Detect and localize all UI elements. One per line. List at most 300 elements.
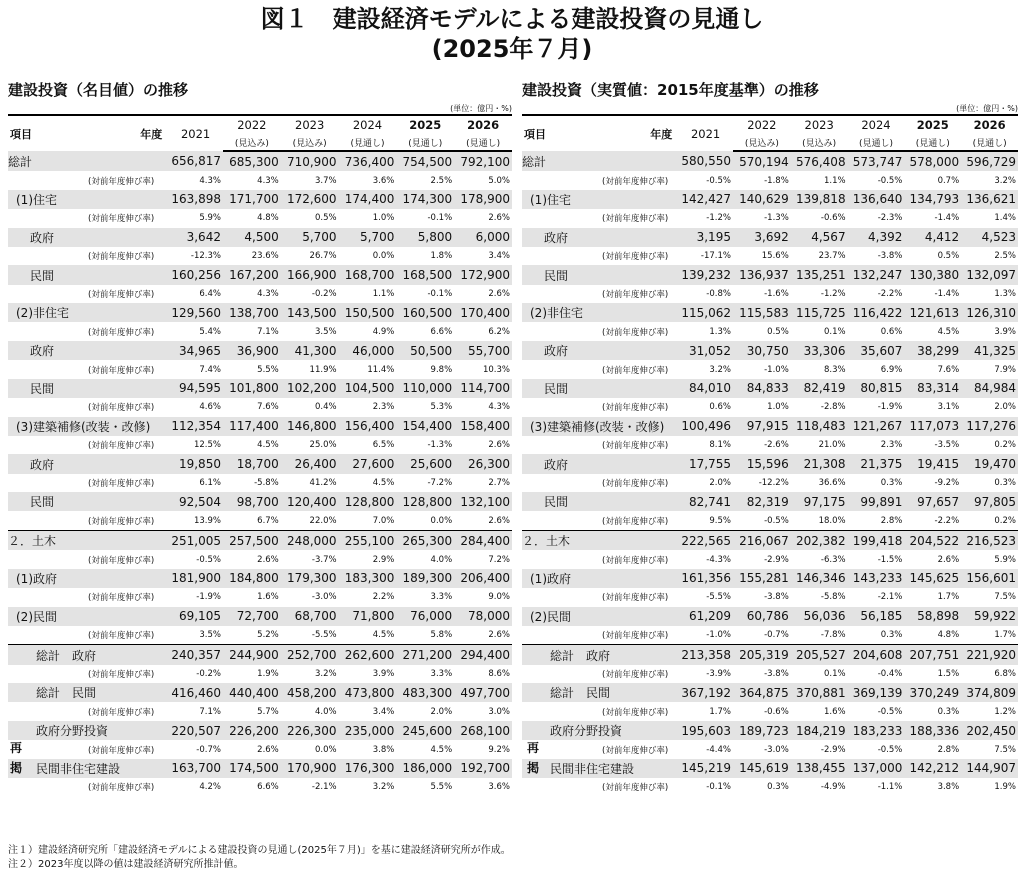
value-cell: 140,629 [733, 190, 791, 209]
rate-cell: 3.1% [937, 402, 960, 413]
value-cell: 41,300 [281, 341, 339, 360]
rate-label: (対前年度伸び率) [602, 745, 669, 756]
rate-row [522, 285, 1018, 304]
rate-row [8, 702, 512, 721]
rate-cell: -3.0% [764, 744, 789, 755]
value-cell: 578,000 [904, 151, 961, 171]
row-label: 総計 政府 [8, 645, 168, 665]
row-label: 総計 政府 [522, 645, 678, 665]
header-sub: (見込み) [791, 134, 848, 151]
rate-row [8, 436, 512, 455]
value-cell: 104,500 [339, 379, 397, 398]
value-cell: 139,232 [678, 265, 733, 284]
value-cell: 50,500 [396, 341, 454, 360]
value-cell: 136,621 [961, 190, 1018, 209]
rate-cell: 4.6% [199, 402, 221, 413]
value-cell: 60,786 [733, 607, 791, 626]
value-cell: 84,010 [678, 379, 733, 398]
rate-cell: 6.5% [372, 440, 395, 451]
rate-cell: 9.0% [488, 592, 510, 603]
row-label: 政府 [522, 228, 678, 247]
header-year: 2021 [678, 115, 733, 151]
rate-row [8, 209, 512, 228]
value-cell: 252,700 [281, 645, 339, 665]
value-cell: 248,000 [281, 530, 339, 550]
value-cell: 143,233 [848, 569, 905, 588]
rate-row [8, 285, 512, 304]
rate-cell: 4.9% [372, 326, 395, 337]
rate-label: (対前年度伸び率) [602, 593, 669, 604]
rate-row [522, 626, 1018, 645]
value-cell: 186,000 [396, 759, 454, 778]
table-row [522, 530, 1018, 550]
row-label: 民間 [522, 265, 678, 284]
row-label: 政府 [522, 341, 678, 360]
row-label: ２．土木 [522, 530, 678, 550]
value-cell: 138,455 [791, 759, 848, 778]
value-cell: 121,267 [848, 417, 905, 436]
rate-cell: -1.9% [196, 592, 221, 603]
rate-cell: -12.2% [758, 477, 789, 488]
footnote-2: 注２）2023年度以降の値は建設経済研究所推計値。 [8, 859, 244, 870]
rate-cell: 23.7% [818, 251, 846, 262]
table-row [8, 303, 512, 322]
rate-cell: 1.7% [937, 592, 960, 603]
value-cell: 656,817 [168, 151, 223, 171]
value-cell: 226,200 [223, 721, 281, 740]
value-cell: 68,700 [281, 607, 339, 626]
value-cell: 5,700 [339, 228, 397, 247]
rate-row [8, 171, 512, 190]
table-row [8, 607, 512, 626]
row-label: 民間 [8, 379, 168, 398]
rate-cell: -1.2% [706, 213, 731, 224]
rate-cell: -0.6% [820, 213, 846, 224]
rate-cell: 1.3% [994, 288, 1016, 299]
rate-cell: 0.3% [994, 477, 1016, 488]
unit-label: (単位：億円・%) [956, 104, 1018, 113]
rate-label: (対前年度伸び率) [602, 669, 669, 680]
rate-cell: -0.5% [877, 744, 903, 755]
value-cell: 189,723 [733, 721, 791, 740]
value-cell: 56,036 [791, 607, 848, 626]
value-cell: 184,219 [791, 721, 848, 740]
value-cell: 97,915 [733, 417, 791, 436]
value-cell: 146,346 [791, 569, 848, 588]
rate-cell: 22.0% [309, 515, 337, 526]
value-cell: 126,310 [961, 303, 1018, 322]
rate-cell: 0.5% [937, 251, 960, 262]
rate-label: (対前年度伸び率) [88, 631, 155, 642]
rate-cell: -2.9% [820, 744, 846, 755]
rate-cell: 10.3% [482, 364, 510, 375]
table-row [522, 265, 1018, 284]
saikei-label-left-1: 再 [10, 741, 23, 755]
rate-cell: 3.5% [314, 326, 337, 337]
rate-label: (対前年度伸び率) [602, 403, 669, 414]
value-cell: 58,898 [904, 607, 961, 626]
rate-cell: 3.2% [709, 364, 731, 375]
rate-label: (対前年度伸び率) [88, 707, 155, 718]
rate-cell: 4.5% [372, 630, 395, 641]
rate-cell: 8.6% [488, 668, 510, 679]
rate-cell: -0.1% [427, 213, 453, 224]
rate-row [522, 740, 1018, 759]
value-cell: 156,601 [961, 569, 1018, 588]
rate-cell: -17.1% [700, 251, 731, 262]
rate-cell: 3.5% [199, 630, 221, 641]
value-cell: 736,400 [339, 151, 397, 171]
value-cell: 117,276 [961, 417, 1018, 436]
table-row [522, 759, 1018, 778]
value-cell: 226,300 [281, 721, 339, 740]
header-year: 2021 [168, 115, 223, 151]
value-cell: 84,984 [961, 379, 1018, 398]
rate-label: (対前年度伸び率) [602, 478, 669, 489]
rate-cell: -0.7% [764, 630, 789, 641]
rate-cell: 4.3% [488, 402, 510, 413]
rate-cell: 6.6% [257, 782, 279, 793]
footnotes [8, 844, 511, 872]
value-cell: 26,300 [454, 454, 512, 473]
rate-cell: 6.1% [199, 477, 221, 488]
rate-cell: -0.2% [311, 288, 337, 299]
value-cell: 132,097 [961, 265, 1018, 284]
value-cell: 97,805 [961, 492, 1018, 511]
rate-cell: 1.7% [994, 630, 1016, 641]
rate-cell: 5.9% [199, 213, 221, 224]
header-sub: (見通し) [904, 134, 961, 151]
value-cell: 171,700 [223, 190, 281, 209]
row-label: 民間非住宅建設 [522, 759, 678, 778]
value-cell: 183,300 [339, 569, 397, 588]
value-cell: 294,400 [454, 645, 512, 665]
rate-cell: 0.2% [994, 440, 1016, 451]
value-cell: 36,900 [223, 341, 281, 360]
value-cell: 181,900 [168, 569, 223, 588]
value-cell: 135,251 [791, 265, 848, 284]
rate-cell: 4.8% [937, 630, 960, 641]
value-cell: 473,800 [339, 683, 397, 702]
value-cell: 83,314 [904, 379, 961, 398]
row-label: 政府 [522, 454, 678, 473]
value-cell: 101,800 [223, 379, 281, 398]
value-cell: 80,815 [848, 379, 905, 398]
header-sub: (見通し) [961, 134, 1018, 151]
rate-label: (対前年度伸び率) [602, 555, 669, 566]
value-cell: 573,747 [848, 151, 905, 171]
rate-cell: 1.6% [823, 706, 846, 717]
table-row [522, 379, 1018, 398]
rate-cell: 0.2% [994, 515, 1016, 526]
value-cell: 174,300 [396, 190, 454, 209]
value-cell: 142,212 [904, 759, 961, 778]
rate-cell: -0.5% [196, 554, 221, 565]
header-item [8, 115, 168, 151]
rate-row [522, 511, 1018, 530]
table-row [8, 417, 512, 436]
table-row [8, 151, 512, 171]
row-label: (1)住宅 [8, 190, 168, 209]
rate-cell: 6.4% [199, 288, 221, 299]
value-cell: 18,700 [223, 454, 281, 473]
rate-cell: -2.6% [764, 440, 789, 451]
rate-row [522, 360, 1018, 379]
rate-row [522, 398, 1018, 417]
value-cell: 132,247 [848, 265, 905, 284]
value-cell: 156,400 [339, 417, 397, 436]
value-cell: 55,700 [454, 341, 512, 360]
rate-cell: -4.9% [820, 782, 846, 793]
value-cell: 34,965 [168, 341, 223, 360]
rate-cell: -0.2% [196, 668, 221, 679]
rate-cell: 3.2% [994, 175, 1016, 186]
rate-cell: 2.6% [488, 440, 510, 451]
value-cell: 128,800 [396, 492, 454, 511]
rate-cell: 3.6% [488, 782, 510, 793]
rate-cell: 2.5% [994, 251, 1016, 262]
rate-cell: -2.8% [820, 402, 846, 413]
rate-cell: -7.8% [820, 630, 846, 641]
value-cell: 221,920 [961, 645, 1018, 665]
rate-label: (対前年度伸び率) [602, 516, 669, 527]
value-cell: 78,000 [454, 607, 512, 626]
table-row [522, 607, 1018, 626]
value-cell: 183,233 [848, 721, 905, 740]
value-cell: 61,209 [678, 607, 733, 626]
rate-row [8, 626, 512, 645]
value-cell: 97,175 [791, 492, 848, 511]
value-cell: 117,400 [223, 417, 281, 436]
table-row [522, 303, 1018, 322]
value-cell: 129,560 [168, 303, 223, 322]
value-cell: 284,400 [454, 530, 512, 550]
value-cell: 364,875 [733, 683, 791, 702]
rate-cell: -0.5% [877, 706, 903, 717]
rate-cell: 0.5% [314, 213, 337, 224]
value-cell: 167,200 [223, 265, 281, 284]
value-cell: 59,922 [961, 607, 1018, 626]
value-cell: 38,299 [904, 341, 961, 360]
value-cell: 115,583 [733, 303, 791, 322]
rate-cell: 5.5% [257, 364, 279, 375]
rate-cell: 3.4% [488, 251, 510, 262]
value-cell: 137,000 [848, 759, 905, 778]
rate-cell: 7.1% [199, 706, 221, 717]
value-cell: 497,700 [454, 683, 512, 702]
rate-cell: 2.6% [488, 213, 510, 224]
rate-cell: 7.2% [488, 554, 510, 565]
value-cell: 255,100 [339, 530, 397, 550]
rate-cell: 7.1% [257, 326, 279, 337]
rate-cell: 18.0% [818, 515, 846, 526]
rate-cell: 1.7% [709, 706, 731, 717]
value-cell: 216,523 [961, 530, 1018, 550]
table-row [522, 683, 1018, 702]
page-subtitle: (2025年７月) [431, 35, 593, 63]
rate-cell: -0.5% [877, 175, 903, 186]
value-cell: 262,600 [339, 645, 397, 665]
value-cell: 46,000 [339, 341, 397, 360]
value-cell: 4,392 [848, 228, 905, 247]
value-cell: 204,522 [904, 530, 961, 550]
table-row [8, 379, 512, 398]
rate-cell: 5.3% [430, 402, 453, 413]
header-year: 2026 [961, 115, 1018, 134]
header-sub: (見通し) [339, 134, 397, 151]
value-cell: 154,400 [396, 417, 454, 436]
row-label: 政府分野投資 [8, 721, 168, 740]
value-cell: 222,565 [678, 530, 733, 550]
header-sub: (見通し) [454, 134, 512, 151]
value-cell: 102,200 [281, 379, 339, 398]
rate-cell: 0.5% [767, 326, 789, 337]
value-cell: 99,891 [848, 492, 905, 511]
header-item-label: 項目 [10, 127, 32, 141]
row-label: 民間 [8, 492, 168, 511]
value-cell: 41,325 [961, 341, 1018, 360]
value-cell: 6,000 [454, 228, 512, 247]
table-row [522, 569, 1018, 588]
rate-cell: 6.9% [880, 364, 903, 375]
rate-cell: -3.8% [877, 251, 903, 262]
value-cell: 5,800 [396, 228, 454, 247]
rate-cell: 0.1% [823, 668, 846, 679]
rate-cell: -5.5% [706, 592, 731, 603]
rate-cell: 1.3% [709, 326, 731, 337]
rate-cell: -12.3% [190, 251, 221, 262]
rate-cell: 36.6% [818, 477, 846, 488]
value-cell: 204,608 [848, 645, 905, 665]
rate-label: (対前年度伸び率) [88, 176, 155, 187]
rate-label: (対前年度伸び率) [602, 176, 669, 187]
value-cell: 163,898 [168, 190, 223, 209]
table-row [522, 151, 1018, 171]
rate-cell: 5.9% [994, 554, 1016, 565]
value-cell: 134,793 [904, 190, 961, 209]
rate-label: (対前年度伸び率) [602, 289, 669, 300]
value-cell: 19,470 [961, 454, 1018, 473]
value-cell: 178,900 [454, 190, 512, 209]
row-label: (2)民間 [522, 607, 678, 626]
rate-cell: 3.2% [314, 668, 337, 679]
rate-cell: -2.2% [934, 515, 960, 526]
rate-cell: 0.6% [709, 402, 731, 413]
rate-cell: 41.2% [309, 477, 337, 488]
header-item-label: 項目 [524, 127, 546, 141]
table-row [522, 190, 1018, 209]
rate-cell: 0.0% [372, 251, 395, 262]
value-cell: 115,062 [678, 303, 733, 322]
rate-row [8, 778, 512, 797]
value-cell: 98,700 [223, 492, 281, 511]
rate-cell: -1.9% [877, 402, 903, 413]
rate-label: (対前年度伸び率) [88, 516, 155, 527]
row-label: 総計 [522, 151, 678, 171]
rate-cell: -2.2% [877, 288, 903, 299]
panel-title: 建設投資（名目値）の推移 [8, 81, 189, 99]
value-cell: 145,619 [733, 759, 791, 778]
rate-cell: 0.3% [937, 706, 960, 717]
value-cell: 458,200 [281, 683, 339, 702]
table-row [8, 341, 512, 360]
table-row [8, 530, 512, 550]
row-label: 民間 [522, 492, 678, 511]
rate-cell: 25.0% [309, 440, 337, 451]
rate-cell: 1.1% [372, 288, 395, 299]
row-label: 民間非住宅建設 [8, 759, 168, 778]
value-cell: 100,496 [678, 417, 733, 436]
rate-label: (対前年度伸び率) [88, 669, 155, 680]
value-cell: 189,300 [396, 569, 454, 588]
rate-cell: 0.3% [880, 477, 903, 488]
rate-cell: -0.5% [764, 515, 789, 526]
rate-cell: 8.3% [823, 364, 846, 375]
row-label: (1)政府 [8, 569, 168, 588]
table-row [8, 645, 512, 665]
value-cell: 97,657 [904, 492, 961, 511]
value-cell: 145,219 [678, 759, 733, 778]
rate-cell: 2.6% [488, 515, 510, 526]
value-cell: 367,192 [678, 683, 733, 702]
value-cell: 166,900 [281, 265, 339, 284]
value-cell: 118,483 [791, 417, 848, 436]
value-cell: 132,100 [454, 492, 512, 511]
table-row [8, 492, 512, 511]
rate-cell: 0.4% [314, 402, 337, 413]
value-cell: 370,249 [904, 683, 961, 702]
value-cell: 117,073 [904, 417, 961, 436]
rate-cell: 2.5% [430, 175, 453, 186]
rate-row [8, 247, 512, 266]
rate-cell: 2.8% [937, 744, 960, 755]
rate-label: (対前年度伸び率) [88, 441, 155, 452]
rate-cell: 5.2% [257, 630, 279, 641]
rate-cell: 4.2% [199, 782, 221, 793]
rate-cell: 0.0% [430, 515, 453, 526]
table-row [8, 190, 512, 209]
rate-cell: 3.2% [372, 782, 395, 793]
rate-row [522, 778, 1018, 797]
rate-cell: 4.5% [372, 477, 395, 488]
value-cell: 27,600 [339, 454, 397, 473]
rate-cell: 9.8% [430, 364, 453, 375]
value-cell: 188,336 [904, 721, 961, 740]
rate-row [8, 740, 512, 759]
value-cell: 369,139 [848, 683, 905, 702]
rate-cell: 2.6% [937, 554, 960, 565]
value-cell: 4,412 [904, 228, 961, 247]
rate-cell: 5.8% [430, 630, 453, 641]
row-label: 政府 [8, 228, 168, 247]
value-cell: 168,700 [339, 265, 397, 284]
rate-cell: 6.8% [994, 668, 1016, 679]
rate-row [522, 702, 1018, 721]
value-cell: 121,613 [904, 303, 961, 322]
value-cell: 205,527 [791, 645, 848, 665]
rate-row [522, 247, 1018, 266]
page-title: 図１ 建設経済モデルによる建設投資の見通し [260, 5, 764, 33]
value-cell: 136,640 [848, 190, 905, 209]
value-cell: 161,356 [678, 569, 733, 588]
rate-cell: 9.2% [488, 744, 510, 755]
rate-label: (対前年度伸び率) [602, 441, 669, 452]
rate-label: (対前年度伸び率) [88, 289, 155, 300]
value-cell: 3,195 [678, 228, 733, 247]
saikei-label-left-2: 掲 [10, 761, 23, 775]
rate-cell: 0.6% [880, 326, 903, 337]
rate-cell: 0.3% [880, 630, 903, 641]
